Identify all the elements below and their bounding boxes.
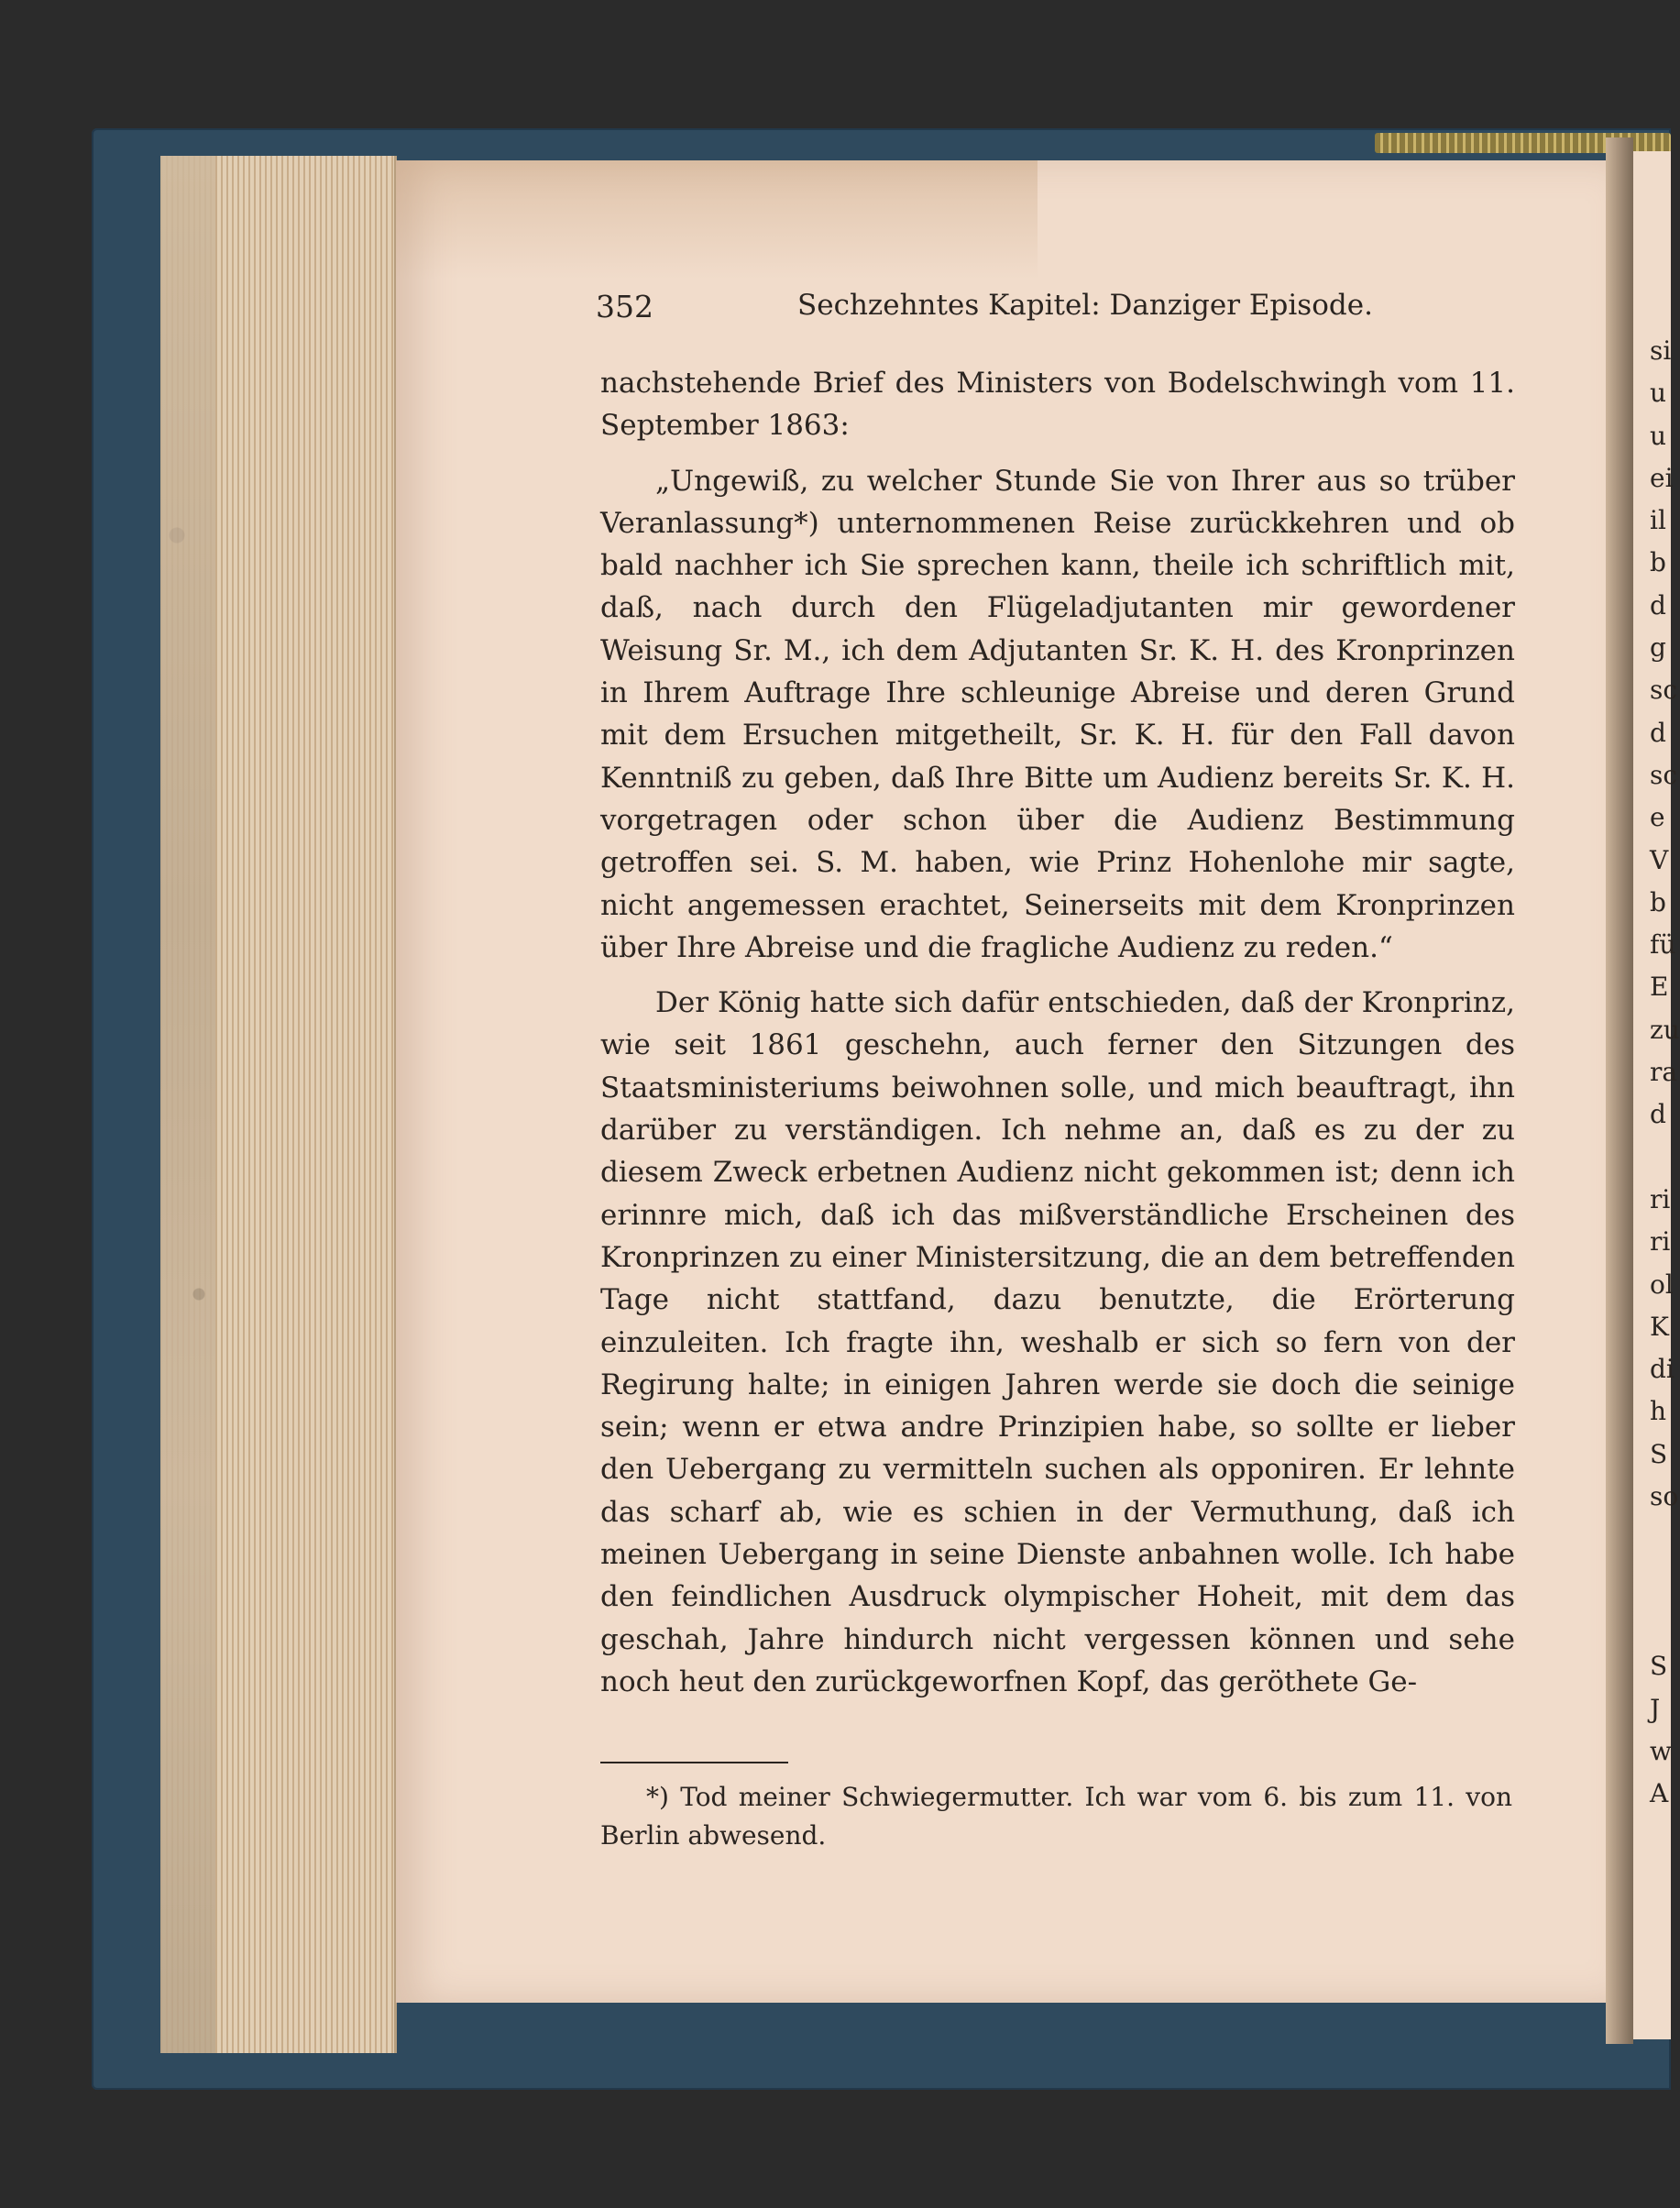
facing-page-fragment: ei bbox=[1650, 462, 1674, 493]
facing-page-fragment: S bbox=[1650, 1438, 1668, 1469]
facing-page-fragment: K bbox=[1650, 1311, 1669, 1342]
facing-page-fragment: di bbox=[1650, 1354, 1675, 1385]
paragraph-3: Der König hatte sich dafür entschieden, daß der Kronprinz, wie seit 1861 geschehn, auch ferner den Sitzungen des Staatsministeriums beiwohnen solle, und mich beauftragt, ihn darüber zu verständigen. Ich nehme an, daß es zu der zu diesem Zweck erbetnen Audienz nicht gekommen ist; denn ich erinnre mich, daß ich das mißverständliche Erscheinen des Kronprinzen zu einer Ministersitzung, die an dem betreffenden Tage nicht stattfand, dazu benutzte, die Erörterung einzuleiten. Ich fragte ihn, weshalb er sich so fern von der Regirung halte; in einigen Jahren werde sie doch die seinige sein; wenn er etwa andre Prinzipien habe, so sollte er lieber den Uebergang zu vermitteln suchen als opponiren. Er lehnte das scharf ab, wie es schien in der Vermuthung, daß ich meinen Uebergang in seine Dienste anbahnen wolle. Ich habe den feindlichen Ausdruck olympischer Hoheit, mit dem das geschah, Jahre hindurch nicht vergessen können und sehe noch heut den zurückgeworfnen Kopf, das geröthete Ge- bbox=[600, 986, 1515, 1698]
facing-page-fragment: il bbox=[1650, 505, 1666, 536]
footnote-rule bbox=[600, 1762, 788, 1763]
facing-page-fragment: e bbox=[1650, 802, 1665, 833]
footnote-text: *) Tod meiner Schwiegermutter. Ich war vom 6. bis zum 11. von Berlin abwesend. bbox=[600, 1782, 1512, 1851]
facing-page-text bbox=[1650, 330, 1680, 1815]
facing-page-fragment: u bbox=[1650, 420, 1667, 451]
facing-page-fragment: si bbox=[1650, 335, 1672, 366]
facing-page-fragment: d bbox=[1650, 717, 1666, 748]
facing-page-fragment: ri bbox=[1650, 1226, 1671, 1258]
facing-page-fragment: ra bbox=[1650, 1057, 1678, 1088]
footnote bbox=[600, 1778, 1512, 1855]
paragraph-1: nachstehende Brief des Ministers von Bodelschwingh vom 11. September 1863: bbox=[600, 367, 1515, 443]
facing-page-fragment bbox=[1650, 1518, 1671, 1560]
facing-page-fragment bbox=[1650, 1561, 1671, 1603]
facing-page-fragment: w bbox=[1650, 1735, 1672, 1766]
facing-page-fragment: fü bbox=[1650, 929, 1676, 961]
facing-page-fragment: h bbox=[1650, 1396, 1667, 1427]
facing-page-fragment: sc bbox=[1650, 675, 1678, 706]
facing-page-fragment: S bbox=[1650, 1651, 1668, 1682]
facing-page-fragment: E bbox=[1650, 972, 1669, 1003]
book-gutter bbox=[1606, 137, 1633, 2044]
facing-page-fragment: sc bbox=[1650, 759, 1678, 790]
facing-page-fragment: J bbox=[1650, 1693, 1661, 1724]
facing-page-fragment: d bbox=[1650, 1099, 1666, 1130]
facing-page-fragment bbox=[1650, 1603, 1671, 1645]
facing-page-fragment: b bbox=[1650, 886, 1666, 917]
facing-page-fragment: ol bbox=[1650, 1269, 1674, 1300]
facing-page-fragment: u bbox=[1650, 378, 1667, 409]
facing-page-fragment: zu bbox=[1650, 1014, 1680, 1045]
facing-page-fragment: d bbox=[1650, 589, 1666, 621]
facing-page-fragment: so bbox=[1650, 1481, 1679, 1512]
marbled-edge bbox=[160, 156, 215, 2053]
page-number: 352 bbox=[596, 289, 653, 324]
facing-page-fragment: V bbox=[1650, 844, 1669, 875]
facing-page-fragment bbox=[1650, 1137, 1671, 1179]
facing-page-fragment: b bbox=[1650, 547, 1666, 578]
running-head: Sechzehntes Kapitel: Danziger Episode. bbox=[797, 289, 1373, 322]
paragraph-2: „Ungewiß, zu welcher Stunde Sie von Ihrer aus so trüber Veranlassung*) unternommenen Reise zurückkehren und ob bald nachher ich Sie sprechen kann, theile ich schriftlich mit, daß, nach durch den Flügeladjutanten mir gewordener Weisung Sr. M., ich dem Adjutanten Sr. K. H. des Kronprinzen in Ihrem Auftrage Ihre schleunige Abreise und deren Grund mit dem Ersuchen mitgetheilt, Sr. K. H. für den Fall davon Kenntniß zu geben, daß Ihre Bitte um Audienz bereits Sr. K. H. vorgetragen oder schon über die Audienz Bestimmung getroffen sei. S. M. haben, wie Prinz Hohenlohe mir sagte, nicht angemessen erachtet, Seinerseits mit dem Kronprinzen über Ihre Abreise und die fragliche Audienz zu reden.“ bbox=[600, 464, 1515, 964]
facing-page-fragment: g bbox=[1650, 632, 1666, 664]
facing-page-fragment: ri bbox=[1650, 1183, 1671, 1214]
facing-page-fragment: A bbox=[1650, 1778, 1669, 1809]
page-body bbox=[600, 362, 1515, 1703]
